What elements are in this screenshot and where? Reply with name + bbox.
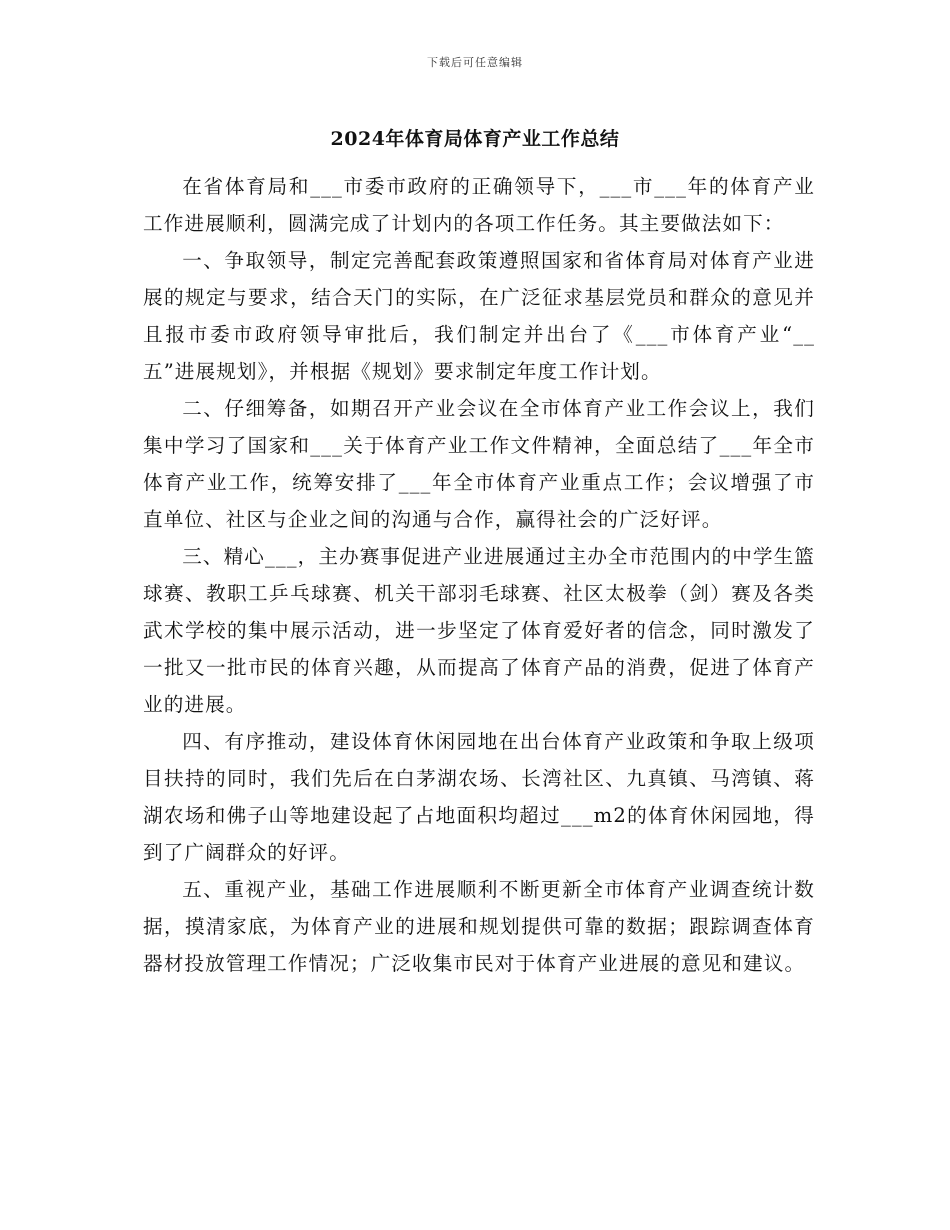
header-note: 下载后可任意编辑 bbox=[427, 56, 523, 69]
document-body bbox=[143, 168, 815, 982]
paragraph-section-3: 三、精心___，主办赛事促进产业进展通过主办全市范围内的中学生篮球赛、教职工乒乓球赛、机关干部羽毛球赛、社区太极拳（剑）赛及各类武术学校的集中展示活动，进一步坚定了体育爱好者的信念，同时激发了一批又一批市民的体育兴趣，从而提高了体育产品的消费，促进了体育产业的进展。 bbox=[143, 545, 815, 716]
paragraph-section-4: 四、有序推动，建设体育休闲园地在出台体育产业政策和争取上级项目扶持的同时，我们先后在白茅湖农场、长湾社区、九真镇、马湾镇、蒋湖农场和佛子山等地建设起了占地面积均超过___m2的体育休闲园地，得到了广阔群众的好评。 bbox=[143, 730, 815, 864]
paragraph-intro: 在省体育局和___市委市政府的正确领导下，___市___年的体育产业工作进展顺利，圆满完成了计划内的各项工作任务。其主要做法如下： bbox=[143, 175, 815, 235]
document-title: 2024年体育局体育产业工作总结 bbox=[330, 128, 620, 150]
paragraph-section-5: 五、重视产业，基础工作进展顺利不断更新全市体育产业调查统计数据，摸清家底，为体育产业的进展和规划提供可靠的数据；跟踪调查体育器材投放管理工作情况；广泛收集市民对于体育产业进展的意见和建议。 bbox=[143, 878, 815, 975]
paragraph-section-2: 二、仔细筹备，如期召开产业会议在全市体育产业工作会议上，我们集中学习了国家和___关于体育产业工作文件精神，全面总结了___年全市体育产业工作，统筹安排了___年全市体育产业重点工作；会议增强了市直单位、社区与企业之间的沟通与合作，赢得社会的广泛好评。 bbox=[143, 397, 815, 531]
paragraph-section-1: 一、争取领导，制定完善配套政策遵照国家和省体育局对体育产业进展的规定与要求，结合天门的实际，在广泛征求基层党员和群众的意见并且报市委市政府领导审批后，我们制定并出台了《___市体育产业“__五”进展规划》，并根据《规划》要求制定年度工作计划。 bbox=[143, 249, 815, 383]
